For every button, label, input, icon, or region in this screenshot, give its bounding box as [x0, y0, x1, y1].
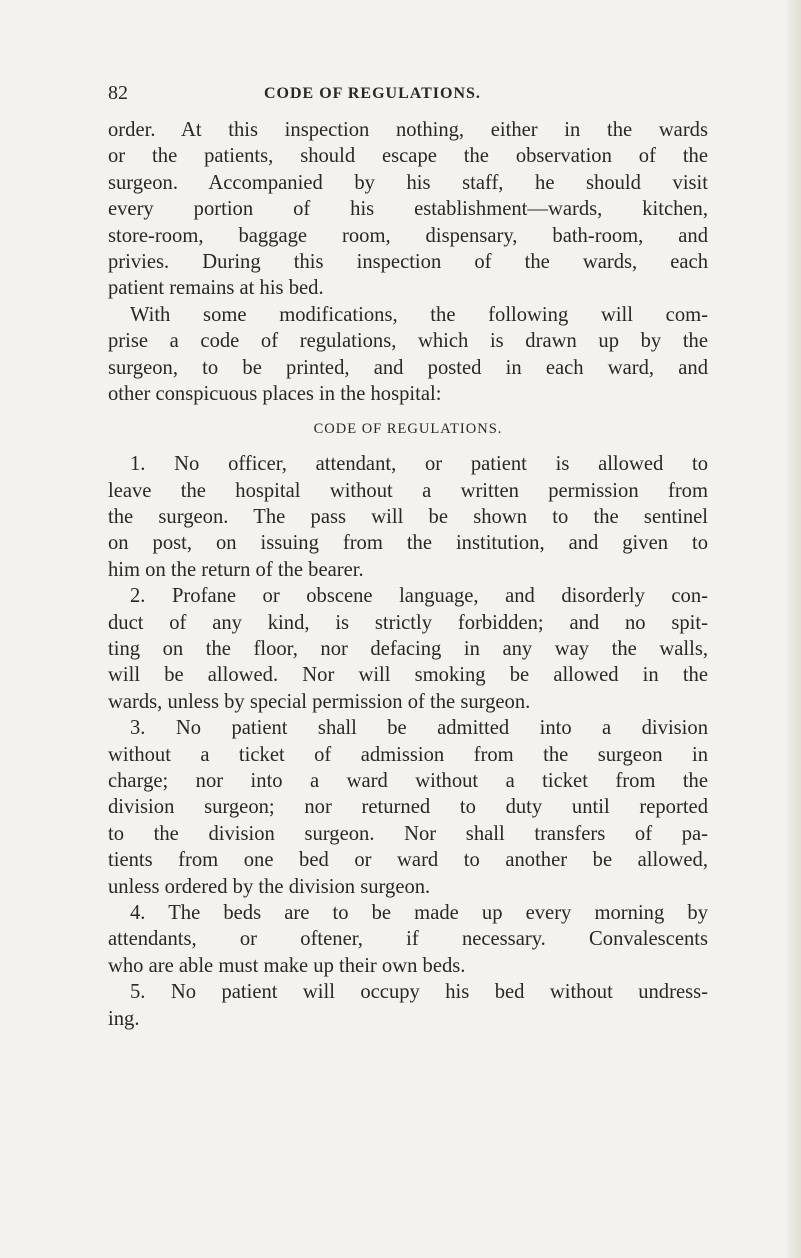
text-line: prise a code of regulations, which is drawn up by the — [108, 330, 708, 353]
text-line: the surgeon. The pass will be shown to the sentinel — [108, 506, 708, 529]
text-line: attendants, or oftener, if necessary. Convalescents — [108, 928, 708, 951]
text-line: to the division surgeon. Nor shall transfers of pa- — [108, 822, 708, 845]
text-line: ting on the floor, nor defacing in any way the walls, — [108, 638, 708, 661]
text-line: store-room, baggage room, dispensary, bath-room, and — [108, 224, 708, 247]
text-line: 2. Profane or obscene language, and disorderly con- — [130, 585, 708, 608]
page-header — [108, 76, 708, 106]
section-heading: CODE OF REGULATIONS. — [313, 421, 503, 438]
text-line: surgeon, to be printed, and posted in each ward, and — [108, 356, 708, 379]
text-line: on post, on issuing from the institution, and given to — [108, 532, 708, 555]
text-line: charge; nor into a ward without a ticket from the — [108, 769, 708, 792]
text-line: without a ticket of admission from the surgeon in — [108, 743, 708, 766]
text-line: 4. The beds are to be made up every morning by — [130, 901, 708, 924]
text-line: will be allowed. Nor will smoking be allowed in the — [108, 664, 708, 687]
text-line: 1. No officer, attendant, or patient is allowed to — [130, 453, 708, 476]
text-line: every portion of his establishment—wards, kitchen, — [108, 198, 708, 221]
text-line: With some modifications, the following will com- — [130, 303, 708, 326]
text-line: patient remains at his bed. — [108, 277, 324, 300]
body-text — [108, 117, 708, 1032]
text-line: privies. During this inspection of the wards, each — [108, 250, 708, 273]
page-number: 82 — [108, 82, 128, 104]
page-edge — [787, 0, 801, 1258]
text-line: ing. — [108, 1007, 140, 1030]
text-line: tients from one bed or ward to another be allowed, — [108, 849, 708, 872]
text-line: leave the hospital without a written permission from — [108, 479, 708, 502]
text-line: division surgeon; nor returned to duty until reported — [108, 796, 708, 819]
text-line: wards, unless by special permission of the surgeon. — [108, 690, 531, 713]
text-line: unless ordered by the division surgeon. — [108, 875, 431, 898]
text-line: 3. No patient shall be admitted into a division — [130, 717, 708, 740]
text-line: or the patients, should escape the observation of the — [108, 145, 708, 168]
text-line: him on the return of the bearer. — [108, 558, 364, 581]
text-line: order. At this inspection nothing, either in the wards — [108, 119, 708, 141]
running-head: CODE OF REGULATIONS. — [264, 85, 481, 102]
text-line: surgeon. Accompanied by his staff, he should visit — [108, 171, 708, 194]
text-line: 5. No patient will occupy his bed without undress- — [130, 981, 708, 1004]
text-line: duct of any kind, is strictly forbidden; and no spit- — [108, 611, 708, 634]
text-line: other conspicuous places in the hospital: — [108, 382, 442, 405]
text-line: who are able must make up their own beds. — [108, 954, 466, 977]
